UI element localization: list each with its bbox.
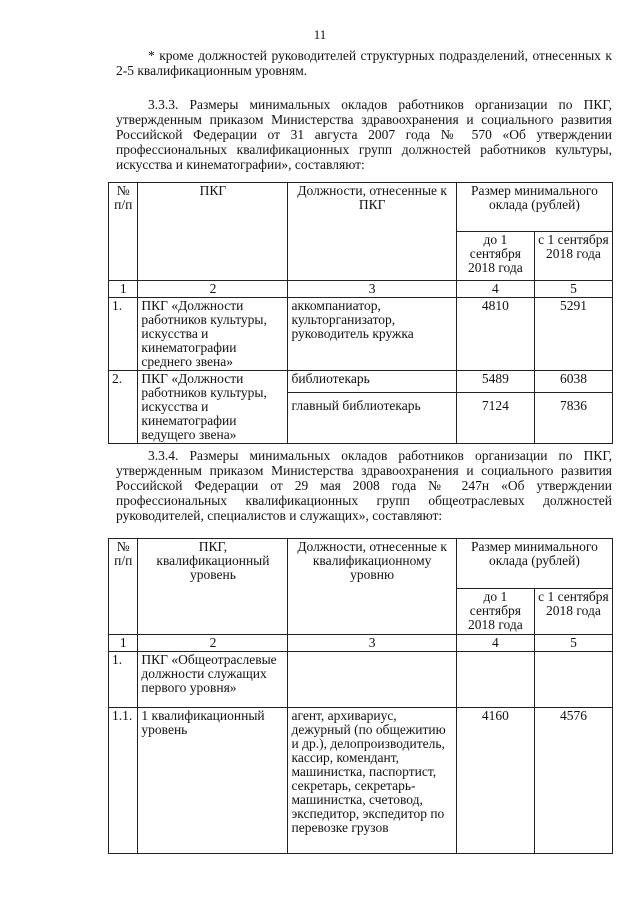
column-number: 4 bbox=[456, 635, 534, 652]
row-salary-until: 4810 bbox=[456, 298, 534, 371]
table-row bbox=[109, 298, 613, 371]
column-number: 1 bbox=[109, 635, 138, 652]
table-row bbox=[109, 652, 613, 708]
header-from-sep-2018: с 1 сентября 2018 года bbox=[534, 589, 612, 635]
header-num: № п/п bbox=[109, 183, 138, 281]
table-row bbox=[109, 371, 613, 393]
column-number: 4 bbox=[456, 281, 534, 298]
row-salary-until: 4160 bbox=[456, 708, 534, 854]
row-positions bbox=[288, 652, 456, 708]
column-number: 3 bbox=[288, 635, 456, 652]
header-positions: Должности, отнесенные к квалификационному уровню bbox=[288, 539, 456, 635]
row-positions: главный библиотекарь bbox=[288, 393, 456, 444]
page-number: 11 bbox=[313, 27, 327, 42]
column-number-row bbox=[109, 281, 613, 298]
footnote-text: * кроме должностей руководителей структурных подразделений, отнесенных к 2-5 квалификационным уровням. bbox=[116, 48, 612, 78]
row-pkg: ПКГ «Общеотраслевые должности служащих первого уровня» bbox=[138, 652, 288, 708]
row-salary-from: 4576 bbox=[534, 708, 612, 854]
row-positions: аккомпаниатор, культорганизатор, руководитель кружка bbox=[288, 298, 456, 371]
row-num: 1. bbox=[109, 652, 138, 708]
header-num: № п/п bbox=[109, 539, 138, 635]
column-number: 2 bbox=[138, 635, 288, 652]
row-salary-until: 7124 bbox=[456, 393, 534, 444]
header-from-sep-2018: с 1 сентября 2018 года bbox=[534, 232, 612, 281]
row-positions: агент, архивариус, дежурный (по общежитию и др.), делопроизводитель, кассир, комендант, машинистка, паспортист, секретарь, секретарь-машинистка, счетовод, экспедитор, экспедитор по перевозке грузов bbox=[288, 708, 456, 854]
header-pkg: ПКГ bbox=[138, 183, 288, 281]
row-pkg: 1 квалификационный уровень bbox=[138, 708, 288, 854]
row-salary-from: 5291 bbox=[534, 298, 612, 371]
row-salary-from: 7836 bbox=[534, 393, 612, 444]
row-num: 1. bbox=[109, 298, 138, 371]
section-3-3-3-text: 3.3.3. Размеры минимальных окладов работников организации по ПКГ, утвержденным приказом Министерства здравоохранения и социального развития Российской Федерации от 31 августа 2007 года № 570 «Об утверждении профессиональных квалификационных групп должностей работников культуры, искусства и кинематографии», составляют: bbox=[116, 97, 612, 172]
row-salary-until: 5489 bbox=[456, 371, 534, 393]
table-row bbox=[109, 708, 613, 854]
row-pkg: ПКГ «Должности работников культуры, искусства и кинематографии среднего звена» bbox=[138, 298, 288, 371]
table-pkg-general bbox=[108, 538, 613, 854]
header-until-sep-2018: до 1 сентября 2018 года bbox=[456, 232, 534, 281]
row-positions: библиотекарь bbox=[288, 371, 456, 393]
table-pkg-culture bbox=[108, 182, 613, 444]
row-salary-until bbox=[456, 652, 534, 708]
header-until-sep-2018: до 1 сентября 2018 года bbox=[456, 589, 534, 635]
row-pkg: ПКГ «Должности работников культуры, искусства и кинематографии ведущего звена» bbox=[138, 371, 288, 444]
column-number: 5 bbox=[534, 281, 612, 298]
column-number-row bbox=[109, 635, 613, 652]
column-number: 5 bbox=[534, 635, 612, 652]
header-salary: Размер минимального оклада (рублей) bbox=[456, 183, 612, 232]
row-num: 2. bbox=[109, 371, 138, 444]
row-num: 1.1. bbox=[109, 708, 138, 854]
column-number: 2 bbox=[138, 281, 288, 298]
header-pkg-level: ПКГ, квалификационный уровень bbox=[138, 539, 288, 635]
column-number: 3 bbox=[288, 281, 456, 298]
row-salary-from: 6038 bbox=[534, 371, 612, 393]
column-number: 1 bbox=[109, 281, 138, 298]
header-positions: Должности, отнесенные к ПКГ bbox=[288, 183, 456, 281]
row-salary-from bbox=[534, 652, 612, 708]
header-salary: Размер минимального оклада (рублей) bbox=[456, 539, 612, 589]
section-3-3-4-text: 3.3.4. Размеры минимальных окладов работников организации по ПКГ, утвержденным приказом Министерства здравоохранения и социального развития Российской Федерации от 29 мая 2008 года № 247н «Об утверждении профессиональных квалификационных групп общеотраслевых должностей руководителей, специалистов и служащих», составляют: bbox=[116, 448, 612, 523]
